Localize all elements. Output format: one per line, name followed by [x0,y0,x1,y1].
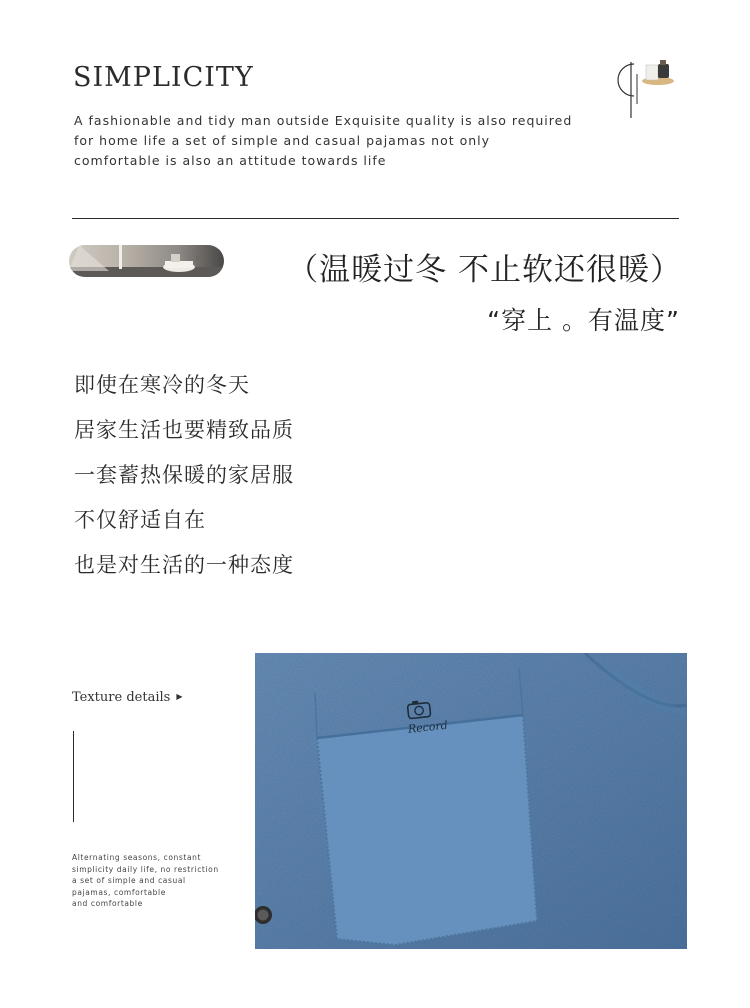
intro-line: A fashionable and tidy man outside Exquisite quality is also required [74,113,573,128]
intro-line: for home life a set of simple and casual pajamas not only [74,133,491,148]
corner-logo-icon [612,56,682,122]
caption-line: pajamas, comfortable [72,887,166,897]
texture-details-text: Texture details [72,690,171,705]
play-arrow-icon: ▶ [176,692,183,701]
poem-line: 也是对生活的一种态度 [74,553,294,577]
vertical-rule [73,731,74,822]
caption-line: a set of simple and casual [72,876,186,885]
divider [72,218,679,219]
embroidery-text: Record [407,718,449,736]
caption [72,852,219,910]
caption-line: simplicity daily life, no restriction [72,864,219,874]
poem-line: 即使在寒冷的冬天 [74,373,250,397]
texture-details-label [72,690,182,705]
intro-text [74,111,572,171]
intro-line: comfortable is also an attitude towards life [74,153,387,168]
interior-photo [69,245,224,277]
brand-title: SIMPLICITY [73,62,254,93]
poem [74,368,294,593]
caption-line: and comfortable [72,899,143,908]
headline: （温暖过冬 不止软还很暖） [287,252,682,288]
poem-line: 不仅舒适自在 [74,508,206,532]
poem-line: 一套蓄热保暖的家居服 [74,463,294,487]
fabric-pocket-photo [255,653,687,949]
caption-line: Alternating seasons, constant [72,853,202,862]
subheadline: “穿上 。有温度” [487,306,680,335]
poem-line: 居家生活也要精致品质 [74,418,294,442]
